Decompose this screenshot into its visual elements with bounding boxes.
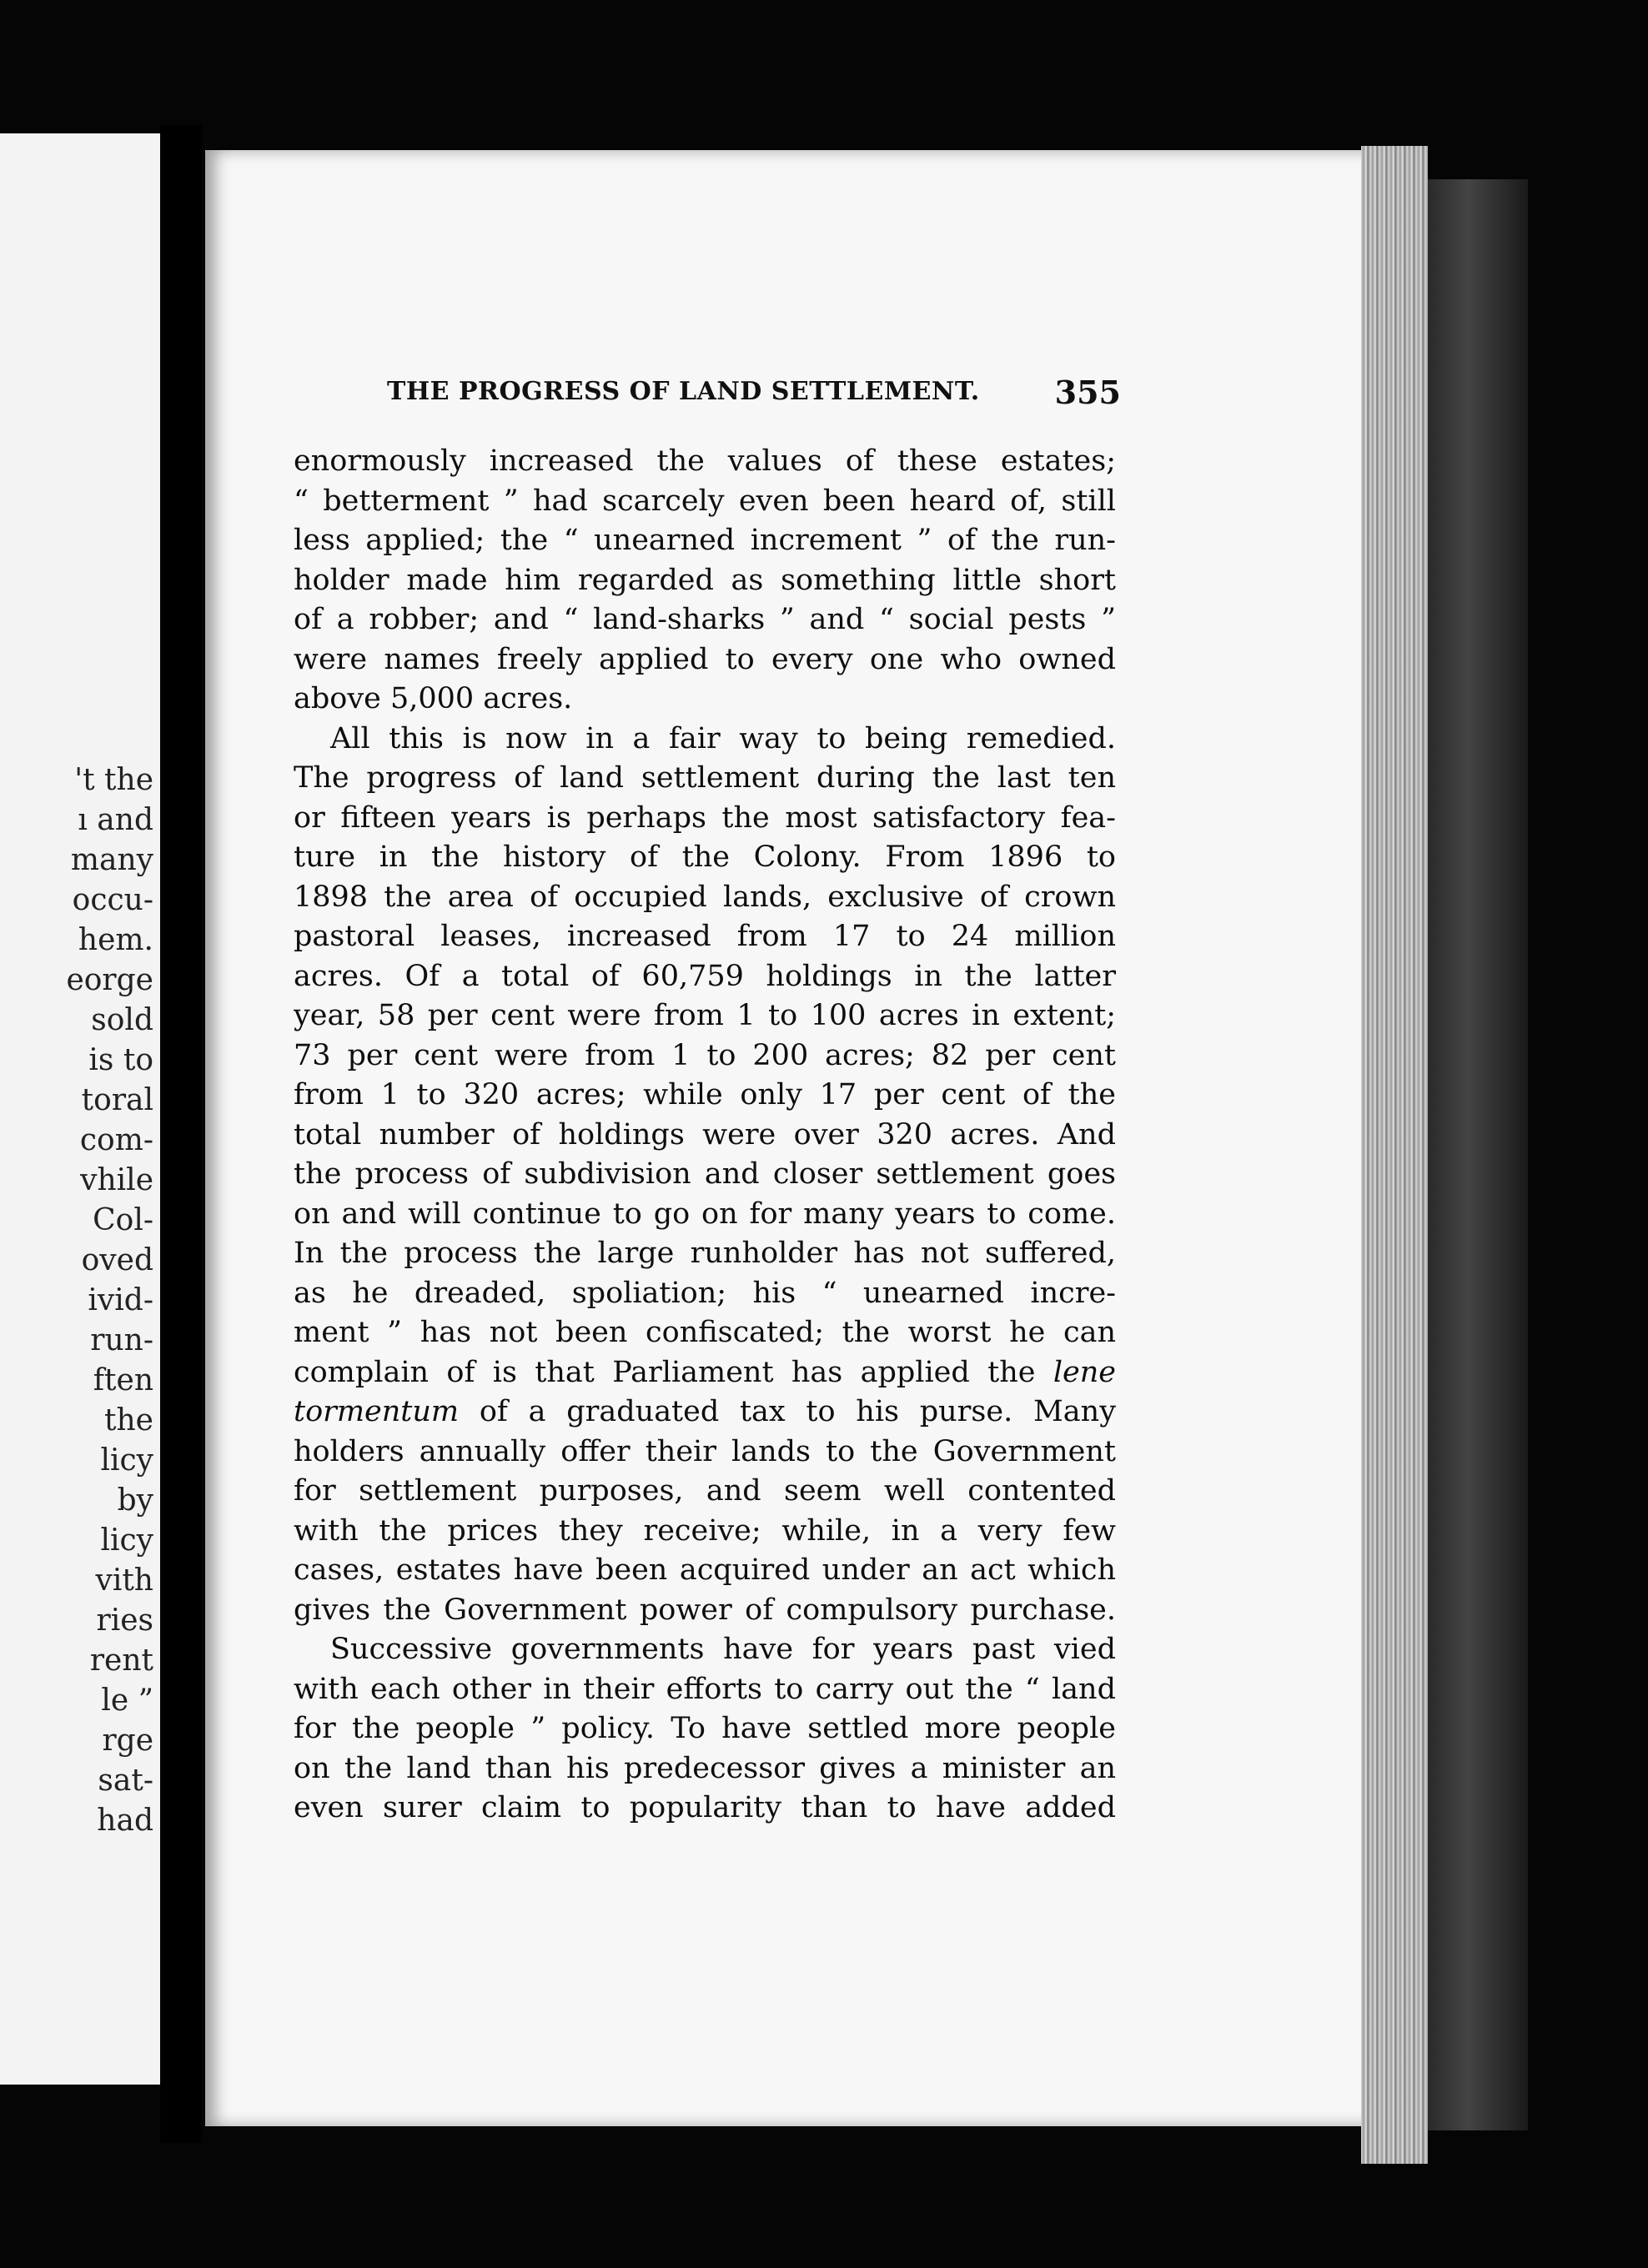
previous-page-line: by	[117, 1483, 153, 1518]
text-line: total number of holdings were over 320 acres. And	[294, 1117, 1116, 1152]
text-line: acres. Of a total of 60,759 holdings in the latter	[294, 959, 1116, 993]
previous-page-line: rent	[89, 1643, 153, 1678]
page-edges	[1361, 146, 1428, 2164]
book-gutter	[160, 125, 202, 2143]
text-line: as he dreaded, spoliation; his “ unearned incre-	[294, 1276, 1116, 1310]
text-line: 1898 the area of occupied lands, exclusive of crown	[294, 880, 1116, 914]
previous-page-line: many	[70, 843, 153, 877]
text-line: holders annually offer their lands to the Government	[294, 1434, 1116, 1468]
text-line: cases, estates have been acquired under an act which	[294, 1553, 1116, 1587]
text-line: were names freely applied to every one who owned	[294, 642, 1116, 676]
previous-page-line: sat-	[98, 1764, 153, 1798]
text-line: ment ” has not been confiscated; the worst he can	[294, 1316, 1116, 1349]
previous-page-line: ries	[96, 1603, 153, 1638]
previous-page-line: ivid-	[88, 1283, 153, 1317]
text-line: enormously increased the values of these estates;	[294, 444, 1116, 478]
previous-page-line: sold	[91, 1003, 153, 1037]
running-head: THE PROGRESS OF LAND SETTLEMENT.	[387, 377, 980, 406]
text-line: above 5,000 acres.	[294, 682, 573, 715]
text-line: from 1 to 320 acres; while only 17 per cent of the	[294, 1078, 1116, 1111]
text-line: on the land than his predecessor gives a minister an	[294, 1751, 1116, 1785]
text-line: or fifteen years is perhaps the most satisfactory fea-	[294, 800, 1116, 835]
italic-term: tormentum	[294, 1395, 460, 1428]
paragraph-first-line: Successive governments have for years past vied	[330, 1633, 1116, 1666]
previous-page	[0, 133, 160, 2085]
previous-page-line: 't the	[74, 763, 153, 797]
text-line: In the process the large runholder has not suffered,	[294, 1237, 1116, 1270]
previous-page-line: vith	[95, 1563, 153, 1598]
text-segment: complain of is that Parliament has applied the	[294, 1355, 1036, 1389]
text-line: the process of subdivision and closer settlement goes	[294, 1157, 1116, 1191]
previous-page-line: is to	[88, 1043, 153, 1077]
previous-page-line: com-	[79, 1123, 153, 1157]
previous-page-line: le ”	[101, 1683, 153, 1718]
previous-page-line: occu-	[72, 883, 153, 917]
previous-page-line: licy	[100, 1443, 153, 1478]
text-line: year, 58 per cent were from 1 to 100 acres in extent;	[294, 999, 1116, 1032]
previous-page-line: the	[104, 1403, 153, 1438]
text-line: for the people ” policy. To have settled more people	[294, 1712, 1116, 1745]
italic-term: lene	[1053, 1355, 1116, 1389]
previous-page-line: ften	[93, 1363, 153, 1397]
text-line: ture in the history of the Colony. From 1896 to	[294, 840, 1116, 874]
paragraph-first-line: All this is now in a fair way to being remedied.	[330, 721, 1116, 755]
text-line: pastoral leases, increased from 17 to 24 million	[294, 920, 1116, 953]
text-line: on and will continue to go on for many years to come.	[294, 1197, 1116, 1231]
text-line: with the prices they receive; while, in a very few	[294, 1513, 1116, 1548]
previous-page-line: vhile	[80, 1163, 153, 1197]
body-text	[294, 442, 1116, 1829]
previous-page-line: licy	[100, 1523, 153, 1558]
previous-page-line: oved	[81, 1243, 153, 1277]
previous-page-line: run-	[90, 1323, 153, 1357]
text-line: 73 per cent were from 1 to 200 acres; 82 per cent	[294, 1038, 1116, 1072]
page-number: 355	[1054, 374, 1121, 411]
text-line: holder made him regarded as something little short	[294, 563, 1116, 597]
text-line: even surer claim to popularity than to have added	[294, 1791, 1116, 1824]
previous-page-line: toral	[81, 1083, 153, 1117]
book-cover-edge	[1428, 179, 1528, 2130]
text-line: of a robber; and “ land-sharks ” and “ social pests ”	[294, 603, 1116, 636]
previous-page-line: rge	[102, 1724, 153, 1758]
page-header	[387, 374, 1121, 417]
text-line: “ betterment ” had scarcely even been heard of, still	[294, 484, 1116, 518]
previous-page-line: Col-	[93, 1203, 153, 1237]
text-segment: of a graduated tax to his purse. Many	[479, 1395, 1116, 1428]
text-line	[294, 1353, 1116, 1393]
text-line: gives the Government power of compulsory purchase.	[294, 1593, 1116, 1627]
previous-page-line: ı and	[78, 803, 153, 837]
previous-page-line: eorge	[66, 963, 153, 997]
previous-page-line: hem.	[78, 923, 153, 957]
text-line: with each other in their efforts to carry out the “ land	[294, 1672, 1116, 1706]
text-line	[294, 1392, 1116, 1433]
text-line: less applied; the “ unearned increment ” of the run-	[294, 524, 1116, 557]
previous-page-text	[0, 760, 160, 1841]
text-line: The progress of land settlement during the last ten	[294, 761, 1116, 795]
text-line: for settlement purposes, and seem well contented	[294, 1474, 1116, 1508]
previous-page-line: had	[97, 1804, 153, 1838]
